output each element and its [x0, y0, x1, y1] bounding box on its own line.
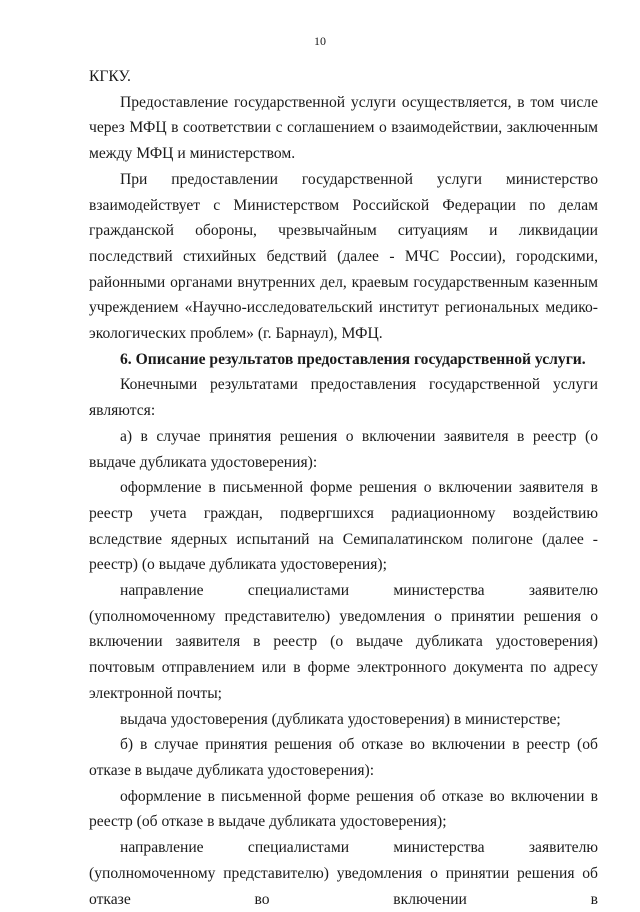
paragraph-interaction: При предоставлении государственной услуги министерство взаимодействует с Министерством Российской Федерации по делам гражданской обороны, чрезвычайным ситуациям и ликвидации последствий стихийных бедствий (далее - МЧС России), городскими, районными органами внутренних дел, краевым государственным казенным учреждением «Научно-исследовательский институт региональных медико-экологических проблем» (г. Барнаул), МФЦ. — [89, 170, 598, 343]
document-body — [89, 64, 598, 912]
page-number: 10 — [314, 34, 326, 48]
paragraph-refusal-notification: направление специалистами министерства заявителю (уполномоченному представителю) уведомления о принятии решения об отказе во включении в — [89, 839, 598, 908]
paragraph-decision-form: оформление в письменной форме решения о включении заявителя в реестр учета граждан, подвергшихся радиационному воздействию вследствие ядерных испытаний на Семипалатинском полигоне (далее - реестр) (о выдаче дубликата удостоверения); — [89, 479, 598, 574]
paragraph-continuation: КГКУ. — [89, 68, 131, 85]
section-heading-results: 6. Описание результатов предоставления государственной услуги. — [120, 350, 586, 368]
paragraph-issuance: выдача удостоверения (дубликата удостоверения) в министерстве; — [120, 710, 561, 728]
paragraph-case-a: а) в случае принятия решения о включении заявителя в реестр (о выдаче дубликата удостоверения): — [89, 427, 598, 471]
paragraph-notification: направление специалистами министерства заявителю (уполномоченному представителю) уведомления о принятии решения о включении заявителя в реестр (о выдаче дубликата удостоверения) почтовым отправлением или в форме электронного документа по адресу электронной почты; — [89, 582, 598, 702]
paragraph-refusal-form: оформление в письменной форме решения об отказе во включении в реестр (об отказе в выдаче дубликата удостоверения); — [89, 787, 598, 831]
paragraph-case-b: б) в случае принятия решения об отказе во включении в реестр (об отказе в выдаче дубликата удостоверения): — [89, 736, 598, 779]
paragraph-mfc-provision: Предоставление государственной услуги осуществляется, в том числе через МФЦ в соответствии с соглашением о взаимодействии, заключенным между МФЦ и министерством. — [89, 93, 598, 163]
paragraph-final-results: Конечными результатами предоставления государственной услуги являются: — [89, 376, 598, 420]
